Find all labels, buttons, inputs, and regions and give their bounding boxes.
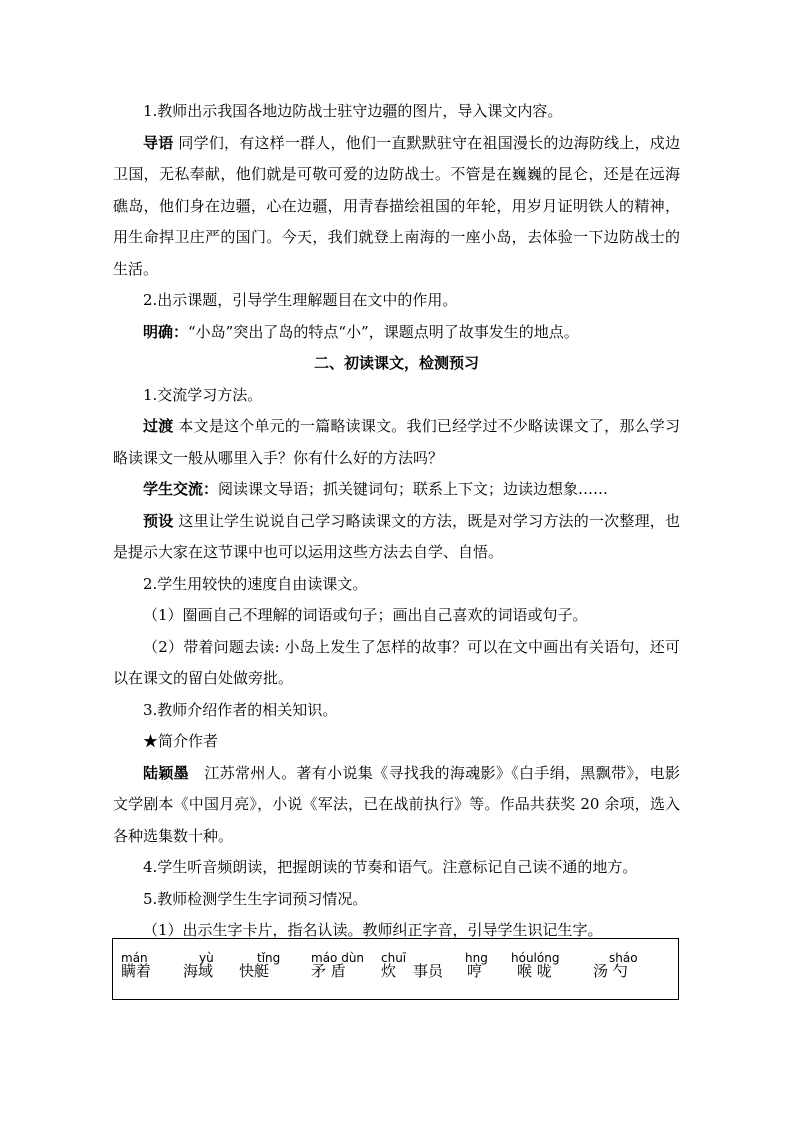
paragraph-1: 1.教师出示我国各地边防战士驻守边疆的图片，导入课文内容。 xyxy=(143,102,563,120)
vocab-word: 事员 xyxy=(413,962,444,980)
paragraph-8: 4.学生听音频朗读，把握朗读的节奏和语气。注意标记自己读不通的地方。 xyxy=(143,858,638,876)
vocab-word: 炊 xyxy=(381,962,397,980)
vocab-card-box xyxy=(112,938,679,1000)
section-title: 二、初读课文，检测预习 xyxy=(313,354,479,372)
vocab-pinyin: tǐng xyxy=(257,951,281,965)
vocab-word: 喉 咙 xyxy=(517,962,552,980)
paragraph-5: （1）圈画自己不理解的词语或句子；画出自己喜欢的词语或句子。 xyxy=(143,606,588,624)
paragraph-2: 2.出示课题，引导学生理解题目在文中的作用。 xyxy=(143,291,458,309)
document-body xyxy=(113,96,680,947)
paragraph-preset: 预设 这里让学生说说自己学习略读课文的方法，既是对学习方法的一次整理，也是提示大家在这节课中也可以运用这些方法去自学、自悟。 xyxy=(113,511,680,561)
paragraph-6: （2）带着问题去读: 小岛上发生了怎样的故事？可以在文中画出有关语句，还可以在课文的留白处做旁批。 xyxy=(113,637,680,687)
paragraph-label: 过渡 xyxy=(143,417,174,435)
vocab-pinyin: yù xyxy=(199,951,214,965)
vocab-word: 矛 盾 xyxy=(311,962,346,980)
paragraph-label: 导语 xyxy=(143,133,174,152)
paragraph-author-heading: ★简介作者 xyxy=(143,732,219,750)
paragraph-4: 2.学生用较快的速度自由读课文。 xyxy=(143,574,368,593)
paragraph-10: （1）出示生字卡片，指名认读。教师纠正字音，引导学生识记生字。 xyxy=(143,921,603,939)
vocab-word: 汤 勺 xyxy=(593,962,628,980)
vocab-word: 海域 xyxy=(183,962,214,980)
paragraph-label: 明确： xyxy=(143,322,189,341)
vocab-pinyin: máo dùn xyxy=(311,951,365,965)
paragraph-intro: 导语 同学们，有这样一群人，他们一直默默驻守在祖国漫长的边海防线上，戍边卫国，无私奉献，他们就是可敬可爱的边防战士。不管是在巍巍的昆仑，还是在远海礁岛，他们身在边疆，心在边疆，用青春描绘祖国的年轮，用岁月证明铁人的精神，用生命捍卫庄严的国门。今天，我们就登上南海的一座小岛，去体验一下边防战士的生活。 xyxy=(113,133,680,278)
paragraph-label: 陆颖墨 xyxy=(143,763,190,782)
vocab-word: 瞒着 xyxy=(121,962,152,980)
paragraph-9: 5.教师检测学生生字词预习情况。 xyxy=(143,889,368,908)
vocab-word: 快艇 xyxy=(239,962,270,980)
paragraph-label: 预设 xyxy=(143,511,174,530)
paragraph-transition: 过渡 本文是这个单元的一篇略读课文。我们已经学过不少略读课文了，那么学习略读课文一般从哪里入手？你有什么好的方法吗？ xyxy=(113,417,680,467)
paragraph-3: 1.交流学习方法。 xyxy=(143,385,263,404)
paragraph-7: 3.教师介绍作者的相关知识。 xyxy=(143,700,338,719)
vocab-pinyin: chuī xyxy=(381,951,407,965)
paragraph-author: 陆颖墨 江苏常州人。著有小说集《寻找我的海魂影》《白手绢，黑飘带》，电影文学剧本《中国月亮》，小说《军法，已在战前执行》等。作品共获奖 20 余项，选入各种选集数十种。 xyxy=(113,763,680,845)
vocab-word: 哼 xyxy=(467,962,483,980)
vocab-pinyin: hóulóng xyxy=(511,951,560,965)
paragraph-clarify: 明确：“小岛”突出了岛的特点“小”，课题点明了故事发生的地点。 xyxy=(143,322,579,341)
paragraph-student-exchange: 学生交流：阅读课文导语；抓关键词句；联系上下文；边读边想象…… xyxy=(143,480,609,498)
paragraph-label: 学生交流： xyxy=(143,480,219,498)
vocab-pinyin: sháo xyxy=(609,951,638,965)
vocab-pinyin: hng xyxy=(465,951,488,965)
vocab-pinyin: mán xyxy=(121,951,148,965)
